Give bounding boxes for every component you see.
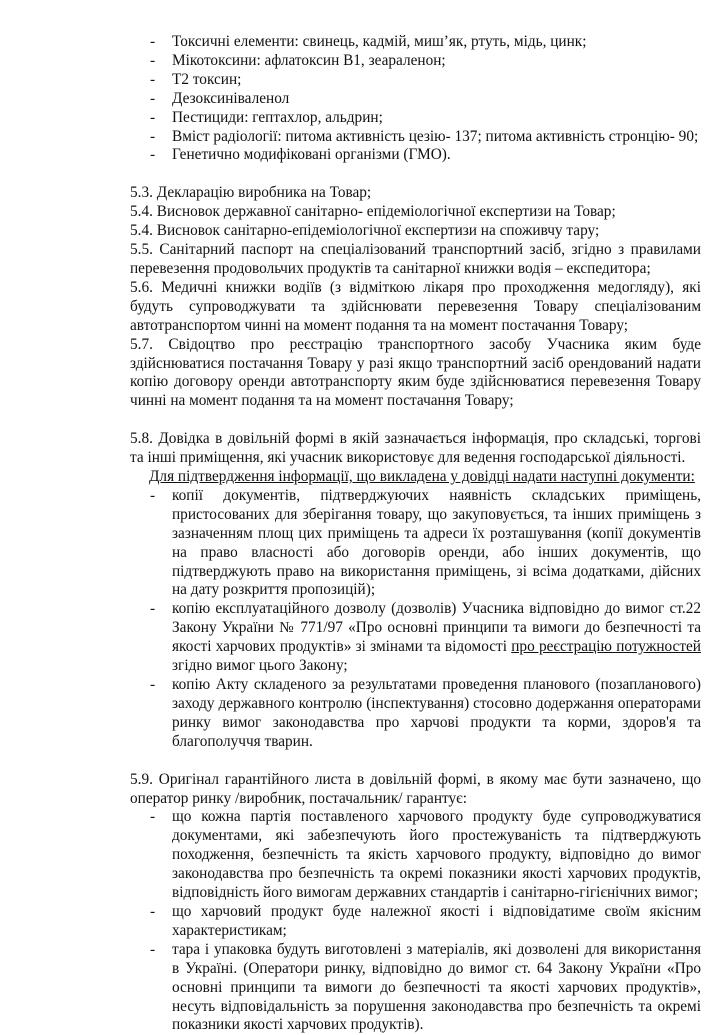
clause-5-3: 5.3. Декларацію виробника на Товар; — [130, 184, 372, 202]
clause-5-8-note — [130, 468, 701, 487]
list-item: - Вміст радіології: питома активність цезію- 137; питома активність стронцію- 90; — [150, 127, 699, 145]
list-item: - Генетично модифіковані організми (ГМО). — [150, 146, 451, 164]
clause-5-9: 5.9. Оригінал гарантійного листа в довільній формі, в якому має бути зазначено, що оператор ринку /виробник, постачальник/ гарантує: — [130, 770, 701, 807]
dash-bullet-icon: - — [150, 486, 156, 504]
underlined-phrase: про реєстрацію потужностей — [511, 638, 701, 656]
dash-bullet-icon: - — [150, 902, 156, 920]
list-item: - Т2 токсин; — [150, 70, 242, 88]
list-item: - Пестициди: гептахлор, альдрин; — [150, 108, 383, 126]
dash-bullet-icon: - — [150, 108, 156, 126]
dash-bullet-icon: - — [150, 676, 156, 693]
clause-5-9-guarantees-list — [130, 808, 701, 1035]
list-item: - що харчовий продукт буде належної якості і відповідатиме своїм якісним характеристикам; — [150, 902, 701, 939]
spacer — [130, 752, 701, 771]
dash-bullet-icon: - — [150, 808, 156, 826]
dash-bullet-icon: - — [150, 127, 156, 145]
dash-bullet-icon: - — [150, 940, 156, 958]
list-item: - що кожна партія поставленого харчового продукту буде супроводжуватися документами, які забезпечують його простежуваність та підтверджують походження, безпечність та якість харчового продукту, відповідно до вимог законодавства про безпечність та окремі показники якості харчових продуктів, відповідність його вимогам державних стандартів і санітарно-гігієнічних вимог; — [150, 808, 701, 902]
clause-5-5: 5.5. Санітарний паспорт на спеціалізований транспортний засіб, згідно з правилами перевезення продовольчих продуктів та санітарної книжки водія – експедитора; — [130, 241, 701, 277]
dash-bullet-icon: - — [150, 89, 156, 107]
dash-bullet-icon: - — [150, 70, 156, 88]
spacer — [130, 165, 701, 184]
list-item: - тара і упаковка будуть виготовлені з матеріалів, які дозволені для використання в Україні. (Оператори ринку, відповідно до вимог ст. 64 Закону України «Про основні принципи та вимоги до безпечності та якості харчових продуктів», несуть відповідальність за порушення законодавства про безпечність та окремі показники якості харчових продуктів). — [150, 940, 701, 1034]
dash-bullet-icon: - — [150, 600, 156, 618]
list-item: - Мікотоксини: афлатоксин В1, зеараленон; — [150, 51, 446, 69]
dash-bullet-icon: - — [150, 33, 156, 50]
list-item: - Токсичні елементи: свинець, кадмій, миш’як, ртуть, мідь, цинк; — [150, 33, 587, 50]
dash-bullet-icon: - — [150, 146, 156, 164]
list-item: - копії документів, підтверджуючих наявність складських приміщень, пристосованих для зберігання товару, що закуповується, та інших приміщень з зазначенням площ цих приміщень та адреси їх розташування (копії документів на право власності або договорів оренди, або інших документів, що підтверджують право на використання приміщень, зі всіма додатками, дійсних на дату розкриття пропозицій); — [150, 486, 701, 599]
clause-5-6: 5.6. Медичні книжки водіїв (з відміткою лікаря про проходження медогляду), які будуть супроводжувати та здійснювати перевезення Товару спеціалізованим автотранспортом чинні на момент подання та на момент постачання Товару; — [130, 278, 701, 334]
list-item: - Дезоксиніваленол — [150, 89, 290, 107]
clause-5-7: 5.7. Свідоцтво про реєстрацію транспортного засобу Учасника яким буде здійснюватися постачання Товару у разі якщо транспортний засіб орендований надати копію договору оренди автотранспорту яким буде здійснюватися перевезення Товару чинні на момент подання та на момент постачання Товару; — [130, 335, 701, 410]
clause-5-8: 5.8. Довідка в довільній формі в якій зазначається інформація, про складські, торгові та інші приміщення, які учасник використовує для ведення господарської діяльності. — [130, 430, 701, 467]
list-item: - копію Акту складеного за результатами проведення планового (позапланового) заходу державного контролю (інспектування) стосовно додержання операторами ринку вимог законодавства про харчові продукти та корми, здоров'я та благополуччя тварин. — [150, 676, 701, 750]
contaminants-list — [130, 33, 701, 165]
document-page — [130, 33, 701, 1035]
clause-5-4-product: 5.4. Висновок державної санітарно- епідеміологічної експертизи на Товар; — [130, 203, 616, 221]
clause-5-8-documents-list — [130, 487, 701, 752]
list-item: - копію експлуатаційного дозволу (дозволів) Учасника відповідно до вимог ст.22 Закону України № 771/97 «Про основні принципи та вимоги до безпечності та якості харчових продуктів» зі змінами та відомості про реєстрацію потужностей згідно вимог цього Закону; — [150, 600, 701, 675]
spacer — [130, 411, 701, 430]
clause-5-4-packaging: 5.4. Висновок санітарно-епідеміологічної експертизи на споживчу тару; — [130, 222, 600, 240]
dash-bullet-icon: - — [150, 51, 156, 69]
underlined-note: Для підтвердження інформації, що викладена у довідці надати наступні документи: — [149, 468, 695, 486]
